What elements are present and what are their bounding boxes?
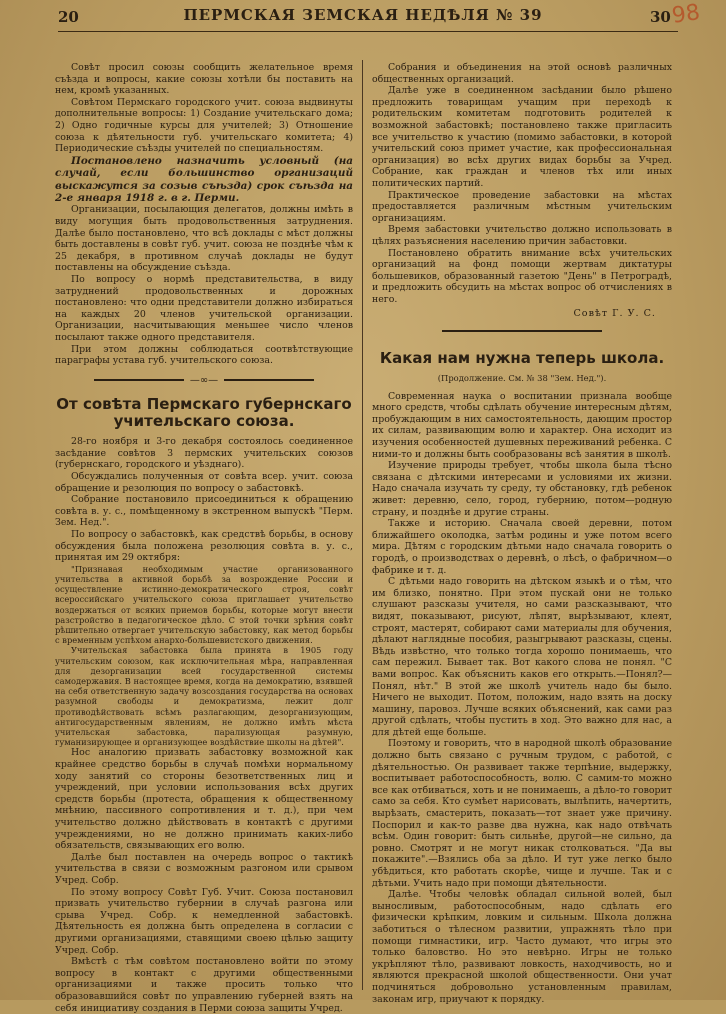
article-heading: От совѣта Пермскаго губернскаго учительскаго союза. <box>56 395 352 431</box>
article-heading: Какая нам нужна теперь школа. <box>379 349 665 368</box>
paragraph: Изучение природы требует, чтобы школа была тѣсно связана с дѣтскими интересами и условиями их жизни. Надо сначала изучать ту среду, ту обстановку, гдѣ ребенок живет: деревню, село, город, губернию, потом—родную страну, и позднѣе и другие страны. <box>372 460 672 518</box>
quoted-resolution: Учительская забастовка была принята в 1905 году учительским союзом, как исключительная мѣра, направленная для дезорганизации всей государственной системы самодержавия. В настоящее время, когда на демократию, взявшей на себя ответственную задачу возсоздания государства на основах разумной свободы и демократизма, лежит долг противодѣйствовать всѣмъ разлагающим, дезорганизующим, антигосударственным явлениям, не должно имѣть мѣста учительская забастовка, парализующая разумную, гуманизирующее и организующее воздѣйствие школы на дѣтей". <box>55 645 353 748</box>
paragraph: Организации, посылающия делегатов, должны имѣть в виду могущия быть продовольственныя затруднения. Далѣе было постановлено, что всѣ доклады с мѣст должны быть доставлены в совѣт губ. учит. союза не позднѣе чѣм к 25 декабря, в противном случаѣ доклады не будут поставлены на обсуждение съѣзда. <box>55 204 353 274</box>
paragraph: С дѣтьми надо говорить на дѣтском языкѣ и о тѣм, что им близко, понятно. При этом пускай они не только слушают разсказы учителя, но сами разсказывают, что видят, показывают, рисуют, лѣпят, вырѣзывают, клеят, строят, мастерят, собирают сами материалы для обучения, дѣлают наглядные пособия, разыгрывают разсказы, сцены. Вѣдь извѣстно, что только тогда хорошо понимаешь, что сам пережил. Бывает так. Вот какого слова не понял. "С вами вопрос. Как объяснить каков его открыть.—Понял?—Понял, нѣт." В этой же школѣ учитель надо бы было. Ничего не выходит. Потом, положим, надо взять на доску машину, паровоз. Лучше всяких объяснений, как сами раз другой сдѣлать, чтобы пустить в ход. Это важно для нас, а для дѣтей еще больше. <box>372 576 672 738</box>
paragraph: По вопросу о забастовкѣ, как средствѣ борьбы, в основу обсуждения была положена резолюция совѣта в. у. с., принятая им 29 октября: <box>55 529 353 564</box>
paragraph: Практическое проведение забастовки на мѣстах предоставляется различным мѣстным учительским организациям. <box>372 189 672 224</box>
paragraph: Далѣе был поставлен на очередь вопрос о тактикѣ учительства в связи с возможным разгоном или срывом Учред. Собр. <box>55 851 353 886</box>
column-divider <box>362 60 363 990</box>
journal-title: ПЕРМСКАЯ ЗЕМСКАЯ НЕДѢЛЯ № 39 <box>183 6 543 24</box>
paragraph: Далѣе. Чтобы человѣк обладал сильной волей, был выносливым, работоспособным, надо сдѣлать его физически крѣпким, ловким и сильным. Школа должна заботиться о тѣлесном развитии, упражнять тѣло при помощи гимнастики, игр. Часто думают, что игры это только баловство. Но это невѣрно. Игры не только укрѣпляют тѣло, развивают ловкость, находчивость, но и являются прекрасной школой общественности. Они учат подчиняться добровольно установленным правилам, законам игр, приучают к порядку. <box>372 889 672 1005</box>
header-rule <box>58 31 678 32</box>
divider-ornament: —∞— <box>189 374 219 386</box>
handwritten-page-mark: 98 <box>670 0 702 29</box>
section-rule <box>442 330 602 332</box>
page-number-left: 20 <box>58 8 79 26</box>
right-column <box>372 62 672 1005</box>
section-divider <box>55 375 353 387</box>
paragraph: Современная наука о воспитании признала вообще много средств, чтобы сдѣлать обучение интересным дѣтям, пробуждающим в них самостоятельность, дающим простор их силам, развивающим волю и характер. Она исходит из изучения особенностей душевных переживаний ребенка. С ними-то и должны быть сообразованы всѣ занятия в школѣ. <box>372 390 672 460</box>
paragraph: По вопросу о нормѣ представительства, в виду затруднений продовольственных и дорожных постановлено: что одни представители должно избираться на каждых 20 членов учительской организации. Организации, насчитывающия меньшее число членов посылают также одного представителя. <box>55 273 353 343</box>
paragraph: Совѣт просил союзы сообщить желательное время съѣзда и вопросы, какие союзы хотѣли бы поставить на нем, кромѣ указанных. <box>55 62 353 97</box>
paragraph: 28-го ноября и 3-го декабря состоялось соединенное засѣдание совѣтов 3 пермских учительских союзов (губернскаго, городского и уѣзднаго). <box>55 436 353 471</box>
paragraph: Также и историю. Сначала своей деревни, потом ближайшего околодка, затѣм родины и уже потом всего мира. Дѣтям с городским дѣтьми надо сначала говорить о городѣ, о производствах о деревнѣ, о лѣсѣ, о фабричном—о фабрике и т. д. <box>372 518 672 576</box>
page-header <box>0 0 726 36</box>
paragraph: По этому вопросу Совѣт Губ. Учит. Союза постановил призвать учительство губернии в случаѣ разгона или срыва Учред. Собр. к немедленной забастовкѣ. Дѣятельность ея должна быть определена в согласии с другими организациями, ставящими своею цѣлью защиту Учред. Собр. <box>55 886 353 956</box>
paragraph: Собрания и объединения на этой основѣ различных общественных организаций. <box>372 62 672 85</box>
paragraph: Совѣтом Пермскаго городского учит. союза выдвинуты дополнительные вопросы: 1) Создание учительскаго дома; 2) Одно годичные курсы для учителей; 3) Отношение союза к дѣятельности губ. учительскаго комитета; 4) Периодические съѣзды учителей по специальностям. <box>55 96 353 155</box>
article-subheading: (Продолжение. См. № 38 "Зем. Нед."). <box>437 373 607 384</box>
paragraph: Постановлено обратить внимание всѣх учительских организаций на фонд помощи жертвам диктатуры большевиков, образованный газетою "День" в Петроградѣ, и предложить обсудить на мѣстах вопрос об отчислениях в него. <box>372 247 672 305</box>
paragraph: Поэтому и говорить, что в народной школѣ образование должно быть связано с ручным трудом, с работой, с дѣятельностью. Он развивает также терпѣние, выдержку, воспитывает работоспособность, волю. С самим-то можно все как отбиваться, хоть и не понимаешь, а дѣло-то говорит само за себя. Кто сумѣет нарисовать, вылѣпить, начертить, вырѣзать, смастерить, показать—тот знает уже причину. Поспорил и как-то разве два нужна, как надо отвѣчать всѣм. Один говорит: быть сильнѣе, другой—не сильно, да ровно. Смотрят и не могут никак столковаться. "Да вы покажите".—Взялись оба за дѣло. И тут уже легко было убѣдиться, кто работать скорѣе, чище и лучше. Так и с дѣтьми. Учить надо при помощи дѣятельности. <box>372 738 672 889</box>
paragraph: Далѣе уже в соединенном засѣдании было рѣшено предложить товарищам учащим при переходѣ к родительским комитетам подготовить родителей к возможной забастовкѣ; постановлено также пригласить все учительство к участию (помимо забастовки, в которой учительский союз примет участие, как профессиональная организация) во всѣх других видах борьбы за Учред. Собрание, как граждан и членов тѣх или иных политических партий. <box>372 85 672 189</box>
paragraph: Собрание постановило присоединиться к обращению совѣта в. у. с., помѣщенному в экстренном выпускѣ "Перм. Зем. Нед.". <box>55 494 353 529</box>
paragraph: Нос аналогию призвать забастовку возможной как крайнее средство борьбы в случаѣ помѣхи нормальному ходу занятий со стороны безответственных лиц и учреждений, при условии использования всѣх других средств борьбы (протеста, обращения к общественному мнѣнию, пассивного сопротивления и т. д.), при чем учительство должно дѣйствовать в контактѣ с другими учреждениями, но не должно принимать каких-либо обязательств, связывающих его волю. <box>55 747 353 852</box>
quoted-resolution: "Признавая необходимым участие организованного учительства в активной борьбѣ за возрождение России и осуществление истинно-демократического строя, совѣт всероссийскаго учительского союза приглашает учительство воздержаться от всяких приемов борьбы, которые могут внести разстройство в педагогическое дѣло. С этой точки зрѣния совѣт рѣшительно отвергает учительскую забастовку, как метод борьбы с временным успѣхом анархо-большевистского движения. <box>55 563 353 646</box>
resolution-paragraph: Постановлено назначить условный (на случай, если большинство организаций выскажутся за созыв съѣзда) срок съѣзда на 2-е января 1918 г. в г. Перми. <box>55 154 353 204</box>
paragraph: При этом должны соблюдаться соотвѣтствующие параграфы устава губ. учительского союза. <box>55 343 353 367</box>
page-number-right: 30 <box>650 8 671 26</box>
paragraph: Время забастовки учительство должно использовать в цѣлях разъяснения населению причин забастовки. <box>372 224 672 247</box>
paragraph: Обсуждались полученныя от совѣта всер. учит. союза обращение и резолюция по вопросу о забастовкѣ. <box>55 471 353 494</box>
left-column <box>55 62 353 1014</box>
signature: Совѣт Г. У. С. <box>573 308 656 320</box>
paragraph: Вмѣстѣ с тѣм совѣтом постановлено войти по этому вопросу в контакт с другими общественными организациями и также просить только что образовавшийся совѣт по управлению губерней взять на себя инициативу создания в Перми союза защиты Учред. <box>55 956 353 1014</box>
